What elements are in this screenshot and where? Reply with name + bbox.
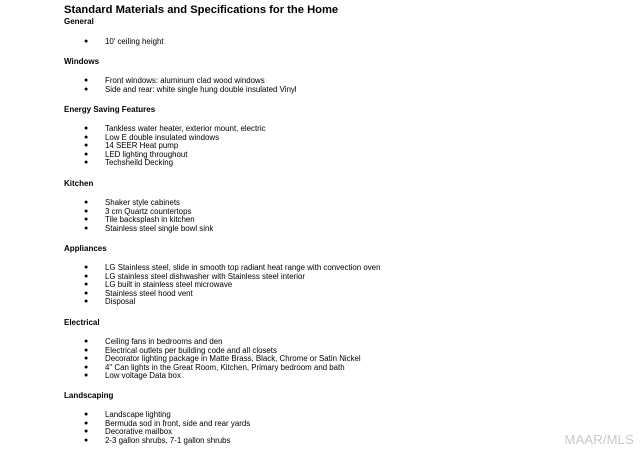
section-heading-landscaping: Landscaping [64, 391, 114, 400]
bullet-icon: ● [84, 419, 89, 427]
bullet-icon: ● [84, 199, 89, 206]
bullet-icon: ● [84, 142, 89, 150]
bullet-icon: ● [84, 428, 89, 436]
bullet-icon: ● [84, 159, 89, 167]
bullet-icon: ● [84, 281, 89, 289]
section-heading-general: General [64, 17, 94, 26]
section-heading-electrical: Electrical [64, 318, 100, 327]
bullet-icon: ● [84, 411, 89, 418]
bullet-icon: ● [84, 363, 89, 371]
bullet-icon: ● [84, 372, 89, 380]
bullet-icon: ● [84, 38, 89, 45]
bullet-icon: ● [84, 150, 89, 158]
bullet-icon: ● [84, 133, 89, 141]
bullet-icon: ● [84, 436, 89, 444]
bullet-icon: ● [84, 77, 89, 84]
bullet-icon: ● [84, 224, 89, 232]
bullet-icon: ● [84, 207, 89, 215]
bullet-icon: ● [84, 85, 89, 93]
section-heading-windows: Windows [64, 57, 100, 66]
section-heading-energy-saving: Energy Saving Features [64, 105, 156, 114]
bullet-icon: ● [84, 298, 89, 306]
bullet-icon: ● [84, 338, 89, 345]
document-page: Standard Materials and Specifications for the Home General ● 10' ceiling height Windows ● Front windows: aluminum clad wood windows ● Side and rear: white single hung double insulated Vinyl Energy Saving Features ● Tankless water heater, exterior mount, electric ● Low E double insulated windows ● 14 SEER Heat pump ● LED lighting throughout ● Techsheild Decking Kitchen ● Shaker style cabinets ● 3 cm Quartz countertops ● Tile backsplash in kitchen ● Stainless steel single bowl sink Appliances ● LG Stainless steel, slide in smooth top radiant heat range with convection oven ● LG stainless steel dishwasher with Stainless steel interior ● LG built in stainless steel microwave ● Stainless steel hood vent ● Disposal Electrical ● Ceiling fans in bedrooms and den ● Electrical outlets per building code and all closets ● Decorator lighting package in Matte Brass, Black, Chrome or Satin Nickel ● 4" Can lights in the Great Room, Kitchen, Primary bedroom and bath ● Low voltage Data box Landscaping ● Landscape lighting ● Bermuda sod in front, side and rear yards ● Decorative mailbox ● 2-3 gallon shrubs, 7-1 gallon shrubs MAAR/MLS [64, 4, 634, 447]
document-title: Standard Materials and Specifications for the Home [64, 4, 339, 16]
section-heading-kitchen: Kitchen [64, 179, 94, 188]
bullet-icon: ● [84, 272, 89, 280]
bullet-icon: ● [84, 216, 89, 224]
bullet-icon: ● [84, 264, 89, 271]
bullet-icon: ● [84, 346, 89, 354]
bullet-icon: ● [84, 289, 89, 297]
mls-watermark: MAAR/MLS [564, 432, 634, 447]
bullet-icon: ● [84, 125, 89, 132]
section-heading-appliances: Appliances [64, 244, 107, 253]
bullet-icon: ● [84, 355, 89, 363]
